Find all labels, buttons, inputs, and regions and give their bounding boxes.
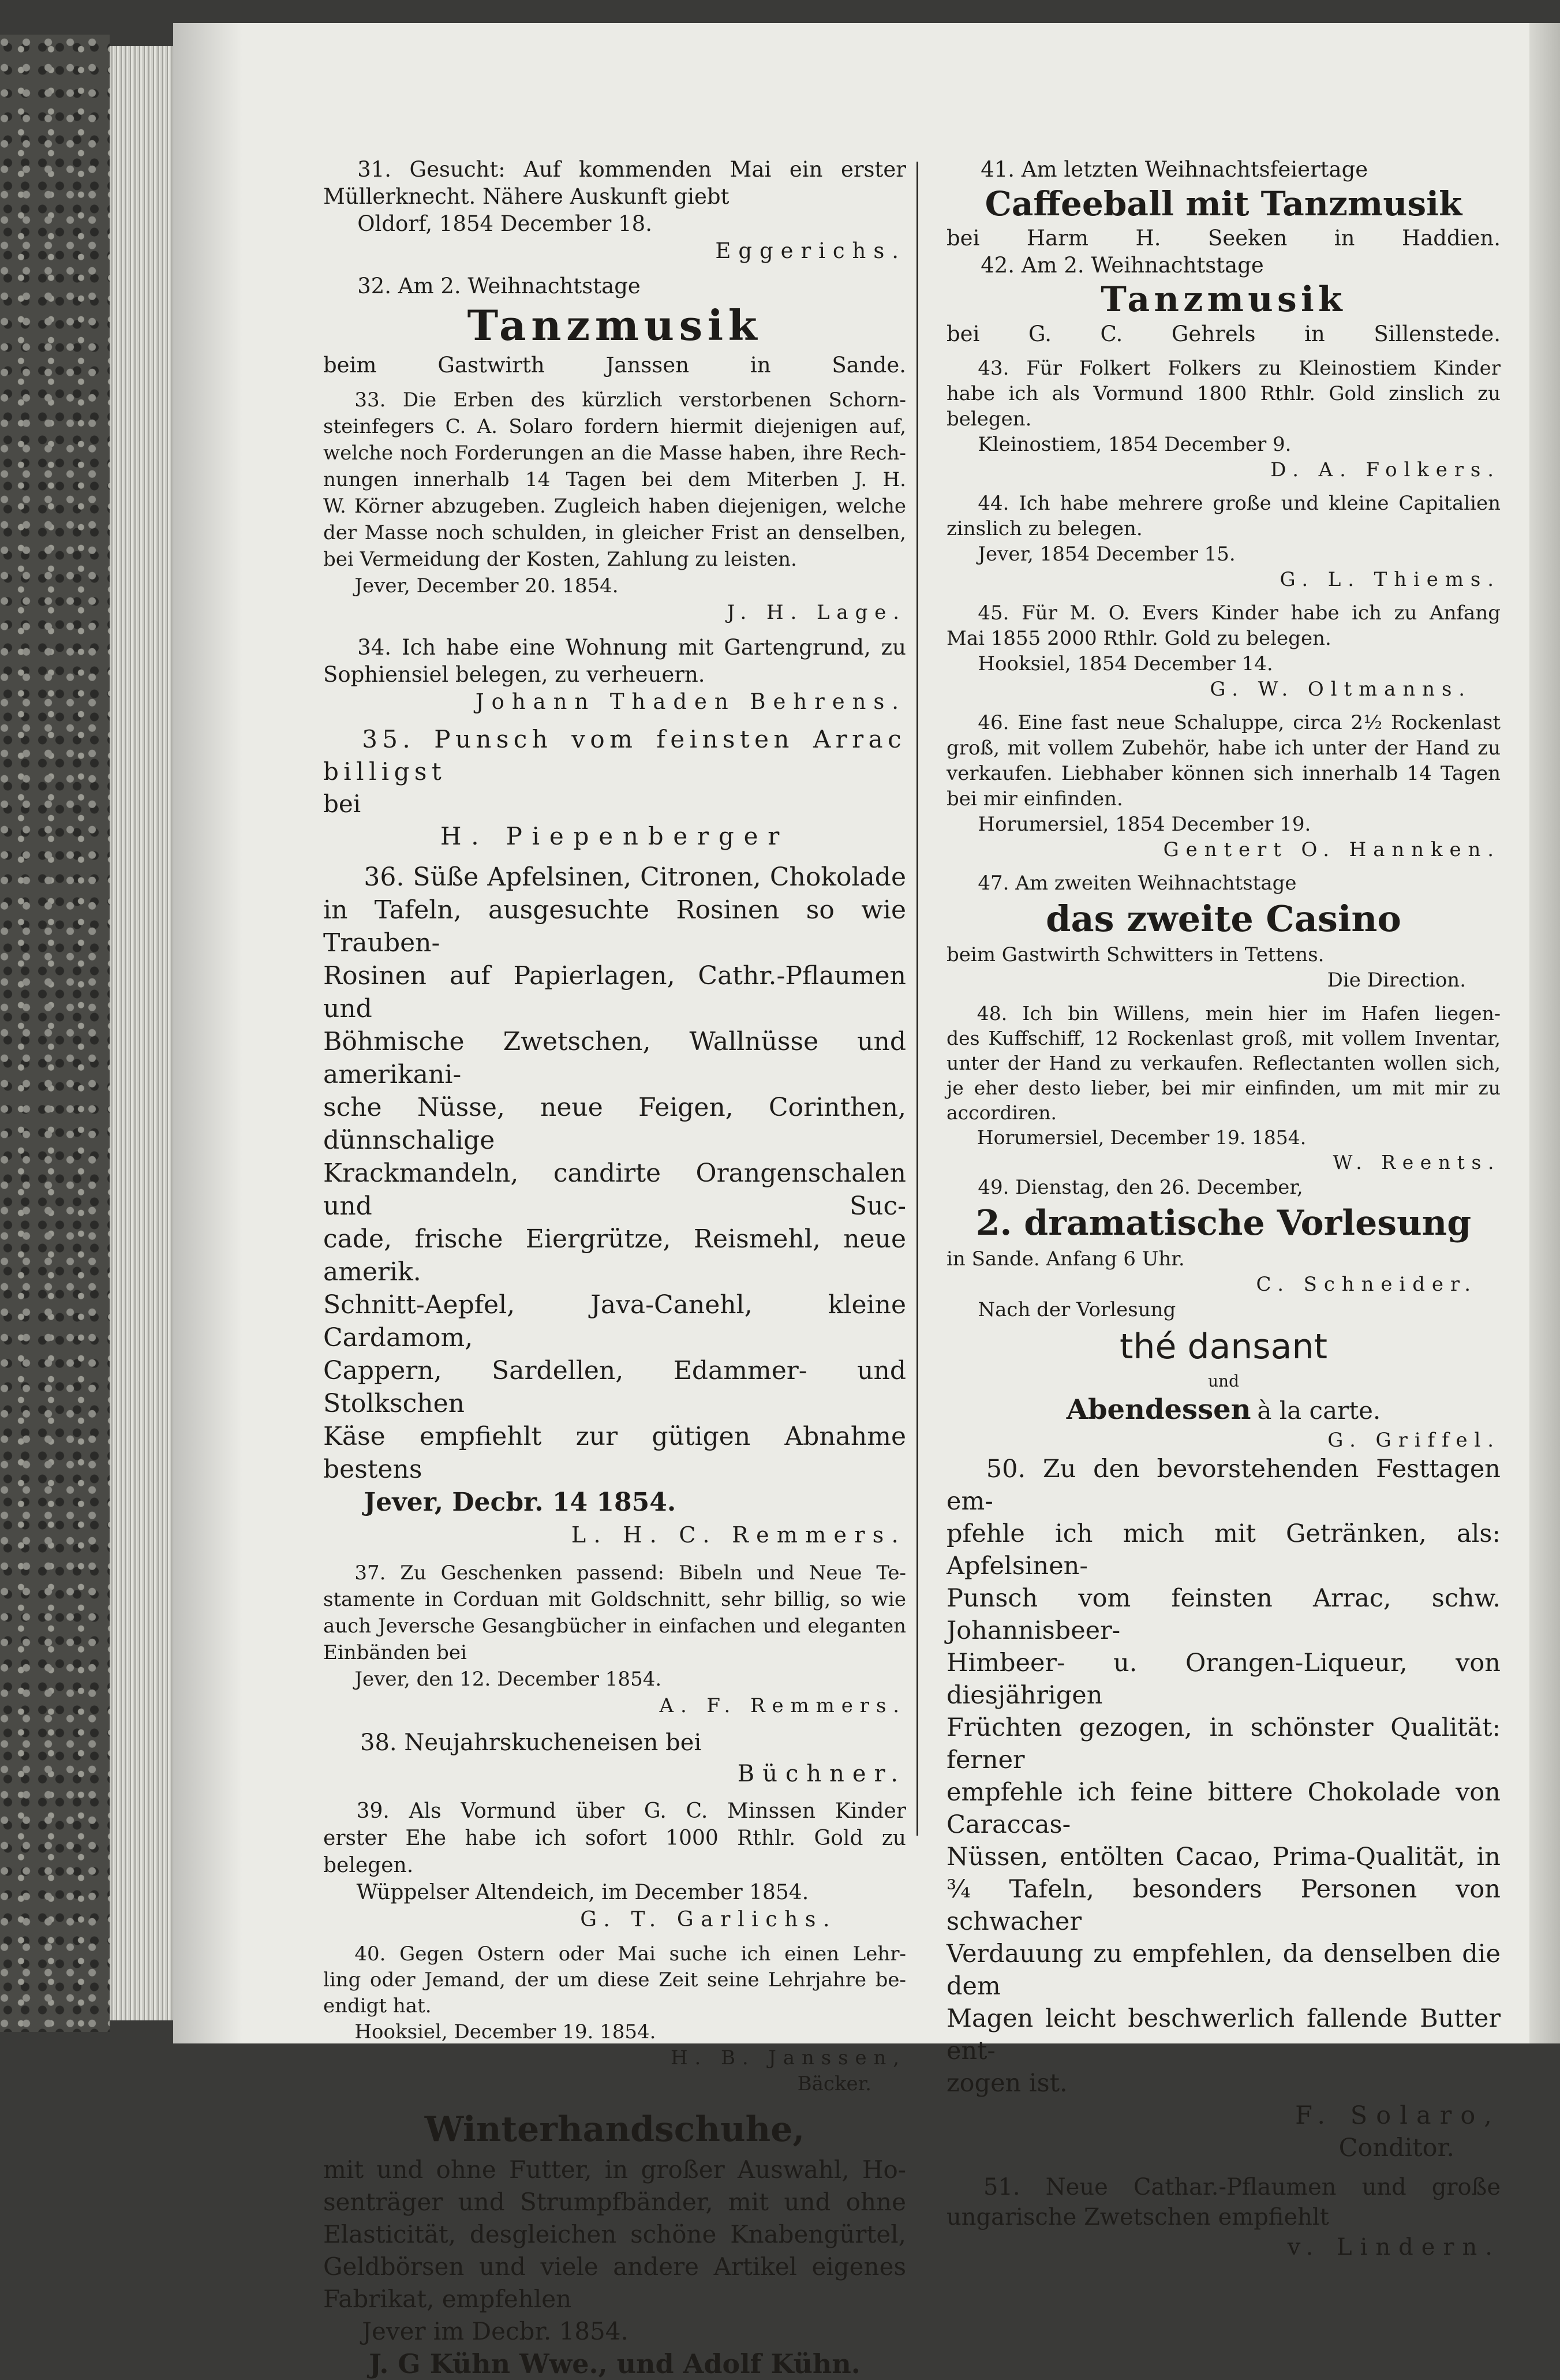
signature: H. Piepenberger [440,822,790,850]
book-cover [0,35,110,2032]
signature: G. Griffel. [1327,1429,1501,1452]
ad-40: 40. Gegen Ostern oder Mai suche ich einen Lehr- ling oder Jemand, der um diese Zeit seine Lehrjahre be- endigt hat. Hooksiel, December 19. 1854. H. B. Janssen, Bäcker. [323,1942,906,2095]
ad-35: 35. Punsch vom feinsten Arrac billigst bei H. Piepenberger [323,723,906,853]
signature: Eggerichs. [715,238,906,263]
signature: G. L. Thiems. [1280,568,1501,591]
facing-page-edge [1529,23,1560,2043]
ad-42: 42. Am 2. Weihnachtstage Tanzmusik bei G. C. Gehrels in Sillenstede. [947,253,1501,346]
signature: J. H. Lage. [727,601,906,624]
signature: Johann Thaden Behrens. [475,689,906,714]
ad-headline-3: Abendessen [1066,1393,1251,1426]
ad-headline: 2. dramatische Vorlesung [975,1203,1472,1243]
signature: W. Reents. [1333,1151,1501,1174]
ad-36: 36. Süße Apfelsinen, Citronen, Chokolade in Tafeln, ausgesuchte Rosinen so wie Trauben- Rosinen auf Papierlagen, Cathr.-Pflaumen und Böhmische Zwetschen, Wallnüsse und amerikani- sche Nüsse, neue Feigen, Corinthen, dünnschalige Krackmandeln, candirte Orangenschalen und Suc- cade, frische Eiergrütze, Reismehl, neue amerik. Schnitt-Aepfel, Java-Canehl, kleine Cardamom, Cappern, Sardellen, Edammer- und Stolkschen Käse empfiehlt zur gütigen Abnahme bestens Jever, Decbr. 14 1854. L. H. C. Remmers. [323,861,906,1552]
ad-48: 48. Ich bin Willens, mein hier im Hafen liegen- des Kuffschiff, 12 Rockenlast groß, mit vollem Inventar, unter der Hand zu verkaufen. Reflectanten wollen sich, je eher desto lieber, bei mir einfinden, um mit mir zu accordiren. Horumersiel, December 19. 1854. W. Reents. [947,1002,1501,1174]
ad-headline: Caffeeball mit Tanzmusik [985,184,1462,223]
signature: Büchner. [737,1761,906,1787]
ad-46: 46. Eine fast neue Schaluppe, circa 2½ Rockenlast groß, mit vollem Zubehör, habe ich unter der Hand zu verkaufen. Liebhaber können sich innerhalb 14 Tagen bei mir einfinden. Horumersiel, 1854 December 19. Gentert O. Hannken. [947,711,1501,861]
signature: v. Lindern. [1287,2234,1501,2261]
signature: H. B. Janssen, [671,2046,906,2069]
ad-47: 47. Am zweiten Weihnachtstage das zweite Casino beim Gastwirth Schwitters in Tettens. Die Direction. [947,870,1501,993]
column-divider [916,162,918,1836]
spine-shadow [173,23,242,2043]
right-column [947,156,1501,2262]
signature: A. F. Remmers. [659,1694,906,1717]
signature: F. Solaro, [1295,2101,1501,2130]
ad-headline: Tanzmusik [1101,279,1346,320]
ad-31: 31. Gesucht: Auf kommenden Mai ein erster Müllerknecht. Nähere Auskunft giebt Oldorf, 1854 December 18. Eggerichs. [323,157,906,263]
signature: Gentert O. Hannken. [1163,838,1501,861]
left-column [323,156,906,2380]
signature: G. T. Garlichs. [580,1908,837,1931]
page-edges [110,46,179,2020]
ad-44: 44. Ich habe mehrere große und kleine Capitalien zinslich zu belegen. Jever, 1854 December 15. G. L. Thiems. [947,492,1501,591]
signature: D. A. Folkers. [1270,458,1501,481]
ad-51: 51. Neue Cathar.-Pflaumen und große ungarische Zwetschen empfiehlt v. Lindern. [947,2172,1501,2262]
ad-winterhandschuhe: Winterhandschuhe, mit und ohne Futter, in großer Auswahl, Ho- senträger und Strumpfbänder, mit und ohne Elasticität, desgleichen schöne Knabengürtel, Geldbörsen und viele andere Artikel eigenes Fabrikat, empfehlen Jever im Decbr. 1854. J. G Kühn Wwe., und Adolf Kühn. [323,2105,906,2380]
ad-37: 37. Zu Geschenken passend: Bibeln und Neue Te- stamente in Corduan mit Goldschnitt, sehr billig, so wie auch Jeversche Gesangbücher in einfachen und eleganten Einbänden bei Jever, den 12. December 1854. A. F. Remmers. [323,1560,906,1719]
ad-headline: Tanzmusik [467,301,762,350]
ad-headline-2: thé dansant [1120,1327,1327,1367]
signature: G. W. Oltmanns. [1210,678,1472,701]
signature: Die Direction. [1327,969,1466,992]
ad-34: 34. Ich habe eine Wohnung mit Gartengrund, zu Sophiensiel belegen, zu verheuern. Johann Thaden Behrens. [323,635,906,714]
signature: J. G Kühn Wwe., und Adolf Kühn. [369,2348,861,2379]
ad-33: 33. Die Erben des kürzlich verstorbenen Schorn- steinfegers C. A. Solaro fordern hiermit diejenigen auf, welche noch Forderungen an die Masse haben, ihre Rech- nungen innerhalb 14 Tagen bei dem Miterben J. H. W. Körner abzugeben. Zugleich haben diejenigen, welche der Masse noch schulden, in gleicher Frist an denselben, bei Vermeidung der Kosten, Zahlung zu leisten. Jever, December 20. 1854. J. H. Lage. [323,387,906,626]
ad-43: 43. Für Folkert Folkers zu Kleinostiem Kinder habe ich als Vormund 1800 Rthlr. Gold zinslich zu belegen. Kleinostiem, 1854 December 9. D. A. Folkers. [947,357,1501,481]
ad-49: 49. Dienstag, den 26. December, 2. dramatische Vorlesung in Sande. Anfang 6 Uhr. C. Schneider. Nach der Vorlesung thé dansant und Abendessen à la carte. G. Griffel. [947,1176,1501,1452]
ad-45: 45. Für M. O. Evers Kinder habe ich zu Anfang Mai 1855 2000 Rthlr. Gold zu belegen. Hooksiel, 1854 December 14. G. W. Oltmanns. [947,601,1501,701]
ad-headline: Winterhandschuhe, [424,2109,805,2150]
ad-50: 50. Zu den bevorstehenden Festtagen em- pfehle ich mich mit Getränken, als: Apfelsinen- Punsch vom feinsten Arrac, schw. Johannisbeer- Himbeer- u. Orangen-Liqueur, von diesjährigen Früchten gezogen, in schönster Qualität: ferner empfehle ich feine bittere Chokolade von Caraccas- Nüssen, entölten Cacao, Prima-Qualität, in ¾ Tafeln, besonders Personen von schwacher Verdauung zu empfehlen, da denselben die dem Magen leicht beschwerlich fallende Butter ent- zogen ist. F. Solaro, Conditor. [947,1455,1501,2162]
ad-32: 32. Am 2. Weihnachtstage Tanzmusik beim Gastwirth Janssen in Sande. [323,274,906,378]
signature: C. Schneider. [1256,1273,1477,1296]
ad-headline: das zweite Casino [1046,898,1401,940]
ad-38: 38. Neujahrskucheneisen bei Büchner. [323,1727,906,1789]
ad-41: 41. Am letzten Weihnachtsfeiertage Caffeeball mit Tanzmusik bei Harm H. Seeken in Haddien. [947,157,1501,251]
ad-39: 39. Als Vormund über G. C. Minssen Kinder erster Ehe habe ich sofort 1000 Rthlr. Gold zu belegen. Wüppelser Altendeich, im December 1854. G. T. Garlichs. [323,1798,906,1933]
signature: L. H. C. Remmers. [571,1522,906,1548]
